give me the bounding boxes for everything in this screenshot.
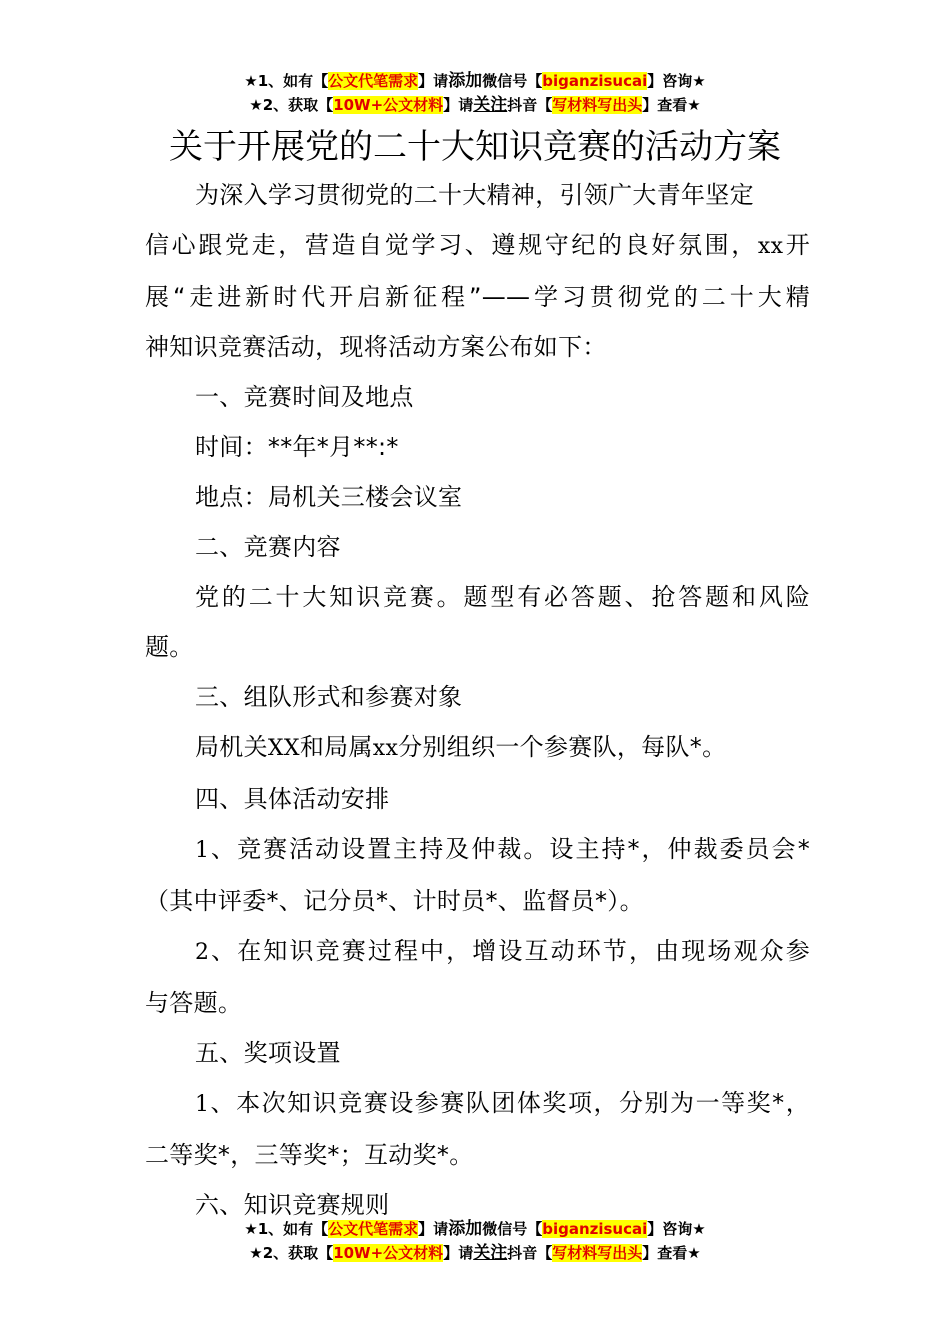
time-line: 时间：**年*月**:* — [195, 433, 399, 461]
section-heading: 一、竞赛时间及地点 — [195, 383, 414, 411]
document-title: 关于开展党的二十大知识竞赛的活动方案 — [169, 127, 781, 167]
ad-highlight-service: 公文代笔需求 — [328, 72, 419, 90]
ad-text: ★1、如有【 — [244, 1220, 329, 1238]
text-run: 信心跟党走，营造自觉学习、遵规守纪的良好氛围， — [145, 231, 758, 259]
section-heading: 三、组队形式和参赛对象 — [195, 683, 463, 711]
ad-emphasis: 添加 — [448, 1219, 483, 1239]
ad-text: 】请 — [418, 72, 449, 90]
ad-text: ★1、如有【 — [244, 72, 329, 90]
list-number: 2 — [195, 940, 210, 965]
place-line: 地点：局机关三楼会议室 — [195, 483, 463, 511]
list-item-cont: （其中评委*、记分员*、计时员*、监督员*）。 — [145, 887, 644, 915]
ad-text: 】请 — [443, 1244, 474, 1262]
ad-text: 】咨询★ — [647, 72, 706, 90]
ad-line-1 — [0, 1218, 950, 1242]
list-item-cont: 二等奖*，三等奖*；互动奖*。 — [145, 1141, 474, 1169]
ad-text: 抖音【 — [507, 1244, 553, 1262]
team-line — [145, 722, 810, 774]
ad-line-2 — [0, 94, 950, 118]
list-item-cont: 与答题。 — [145, 989, 243, 1017]
text-run: 、在知识竞赛过程中，增设互动环节，由现场观众参 — [209, 937, 810, 965]
ad-highlight-douyin-id: 写材料写出头 — [552, 96, 643, 114]
ad-highlight-service: 公文代笔需求 — [328, 1220, 419, 1238]
intro-line: 展“走进新时代开启新征程”——学习贯彻党的二十大精 — [145, 283, 810, 311]
ad-text: 抖音【 — [507, 96, 553, 114]
header-ad-banner — [0, 70, 950, 118]
ad-line-2 — [0, 1242, 950, 1266]
list-item — [145, 1078, 810, 1130]
intro-line: 神知识竞赛活动，现将活动方案公布如下： — [145, 333, 607, 361]
ad-text: 】请 — [443, 96, 474, 114]
text-run: 、竞赛活动设置主持及仲裁。设主持*，仲裁委员会* — [209, 835, 810, 863]
list-number: 1 — [195, 838, 210, 863]
text-run: xx — [372, 736, 399, 761]
ad-emphasis: 关注 — [473, 1243, 508, 1263]
content-line: 党的二十大知识竞赛。题型有必答题、抢答题和风险 — [195, 583, 810, 611]
ad-emphasis: 关注 — [473, 95, 508, 115]
intro-line — [145, 220, 810, 272]
ad-text: 微信号【 — [482, 72, 543, 90]
text-run: 局机关 — [195, 733, 268, 761]
text-run: 分别组织一个参赛队，每队*。 — [398, 733, 727, 761]
list-item — [145, 824, 810, 876]
ad-text: ★2、获取【 — [249, 1244, 334, 1262]
ad-line-1 — [0, 70, 950, 94]
section-heading: 二、竞赛内容 — [195, 533, 341, 561]
ad-text: 】查看★ — [642, 96, 701, 114]
ad-text: 微信号【 — [482, 1220, 543, 1238]
ad-text: 】咨询★ — [647, 1220, 706, 1238]
intro-line: 为深入学习贯彻党的二十大精神，引领广大青年坚定 — [195, 181, 754, 209]
ad-emphasis: 添加 — [448, 71, 483, 91]
text-run: 和局属 — [299, 733, 373, 761]
text-run: 、本次知识竞赛设参赛队团体奖项，分别为一等奖*， — [209, 1089, 810, 1117]
list-number: 1 — [195, 1092, 210, 1117]
ad-highlight-materials: 10W+公文材料 — [333, 96, 444, 114]
content-line: 题。 — [145, 633, 194, 661]
ad-text: 】请 — [418, 1220, 449, 1238]
list-item — [145, 926, 810, 978]
document-body — [145, 170, 810, 1230]
section-heading: 六、知识竞赛规则 — [195, 1191, 390, 1219]
section-heading: 五、奖项设置 — [195, 1039, 341, 1067]
text-run: xx — [757, 234, 784, 259]
footer-ad-banner — [0, 1218, 950, 1266]
ad-highlight-douyin-id: 写材料写出头 — [552, 1244, 643, 1262]
ad-highlight-materials: 10W+公文材料 — [333, 1244, 444, 1262]
ad-highlight-wechat-id: biganzisucai — [542, 1220, 648, 1238]
ad-highlight-wechat-id: biganzisucai — [542, 72, 648, 90]
ad-text: ★2、获取【 — [249, 96, 334, 114]
ad-text: 】查看★ — [642, 1244, 701, 1262]
text-run: 开 — [783, 231, 810, 259]
text-run: XX — [267, 736, 300, 761]
section-heading: 四、具体活动安排 — [195, 785, 390, 813]
